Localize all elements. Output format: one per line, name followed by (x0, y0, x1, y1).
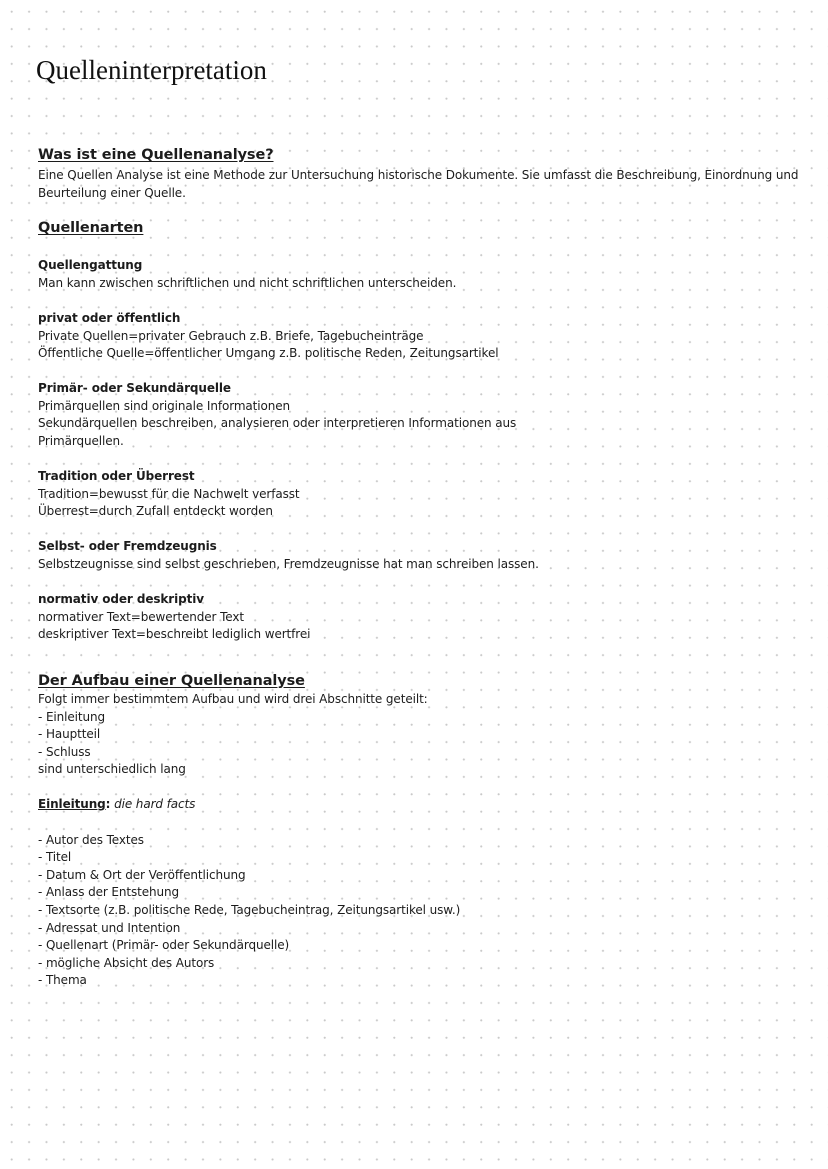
text-line: - Schluss (38, 745, 91, 759)
text-line: Tradition=bewusst für die Nachwelt verfasst (38, 487, 300, 501)
text-line: sind unterschiedlich lang (38, 762, 186, 776)
subheading: Primär- oder Sekundärquelle (38, 381, 231, 395)
page-title: Quelleninterpretation (36, 55, 267, 85)
text-line: Private Quellen=privater Gebrauch z.B. Briefe, Tagebucheinträge (38, 329, 424, 343)
text-line: Man kann zwischen schriftlichen und nicht schriftlichen unterscheiden. (38, 276, 457, 290)
list-item: - Adressat und Intention (38, 921, 181, 935)
text-line: - Hauptteil (38, 727, 101, 741)
section-heading: Der Aufbau einer Quellenanalyse (38, 673, 305, 689)
text-line: - Einleitung (38, 710, 106, 724)
text-line: deskriptiver Text=beschreibt lediglich wertfrei (38, 627, 311, 641)
subheading: Tradition oder Überrest (38, 469, 195, 483)
subsection-label: Einleitung (38, 797, 106, 811)
text-line: Eine Quellen Analyse ist eine Methode zur Untersuchung historische Dokumente. Sie umfasst die Beschreibung, Einordnung und (38, 168, 799, 182)
text-line: Öffentliche Quelle=öffentlicher Umgang z.B. politische Reden, Zeitungsartikel (38, 346, 499, 360)
subsection-line (38, 795, 195, 813)
list-item: - Titel (38, 850, 72, 864)
text-line: Primärquellen. (38, 434, 124, 448)
text-line: Folgt immer bestimmtem Aufbau und wird drei Abschnitte geteilt: (38, 692, 428, 706)
list-item: - Textsorte (z.B. politische Rede, Tagebucheintrag, Zeitungsartikel usw.) (38, 903, 461, 917)
list-item: - Datum & Ort der Veröffentlichung (38, 868, 246, 882)
text-line: normativer Text=bewertender Text (38, 610, 244, 624)
list-item: - Thema (38, 973, 87, 987)
text-line: Beurteilung einer Quelle. (38, 186, 186, 200)
section-heading: Quellenarten (38, 220, 144, 236)
text-line: Überrest=durch Zufall entdeckt worden (38, 504, 273, 518)
text-line: Selbstzeugnisse sind selbst geschrieben, Fremdzeugnisse hat man schreiben lassen. (38, 557, 539, 571)
text-line: Sekundärquellen beschreiben, analysieren oder interpretieren Informationen aus (38, 416, 517, 430)
text-line: Primärquellen sind originale Informationen (38, 399, 291, 413)
section-heading: Was ist eine Quellenanalyse? (38, 147, 274, 163)
list-item: - Quellenart (Primär- oder Sekundärquelle) (38, 938, 290, 952)
subheading: normativ oder deskriptiv (38, 592, 204, 606)
list-item: - Anlass der Entstehung (38, 885, 180, 899)
colon: : (105, 797, 111, 811)
list-item: - Autor des Textes (38, 833, 144, 847)
list-item: - mögliche Absicht des Autors (38, 956, 215, 970)
subheading: privat oder öffentlich (38, 311, 181, 325)
subheading: Quellengattung (38, 258, 143, 272)
subheading: Selbst- oder Fremdzeugnis (38, 539, 217, 553)
subsection-note: die hard facts (114, 797, 196, 811)
